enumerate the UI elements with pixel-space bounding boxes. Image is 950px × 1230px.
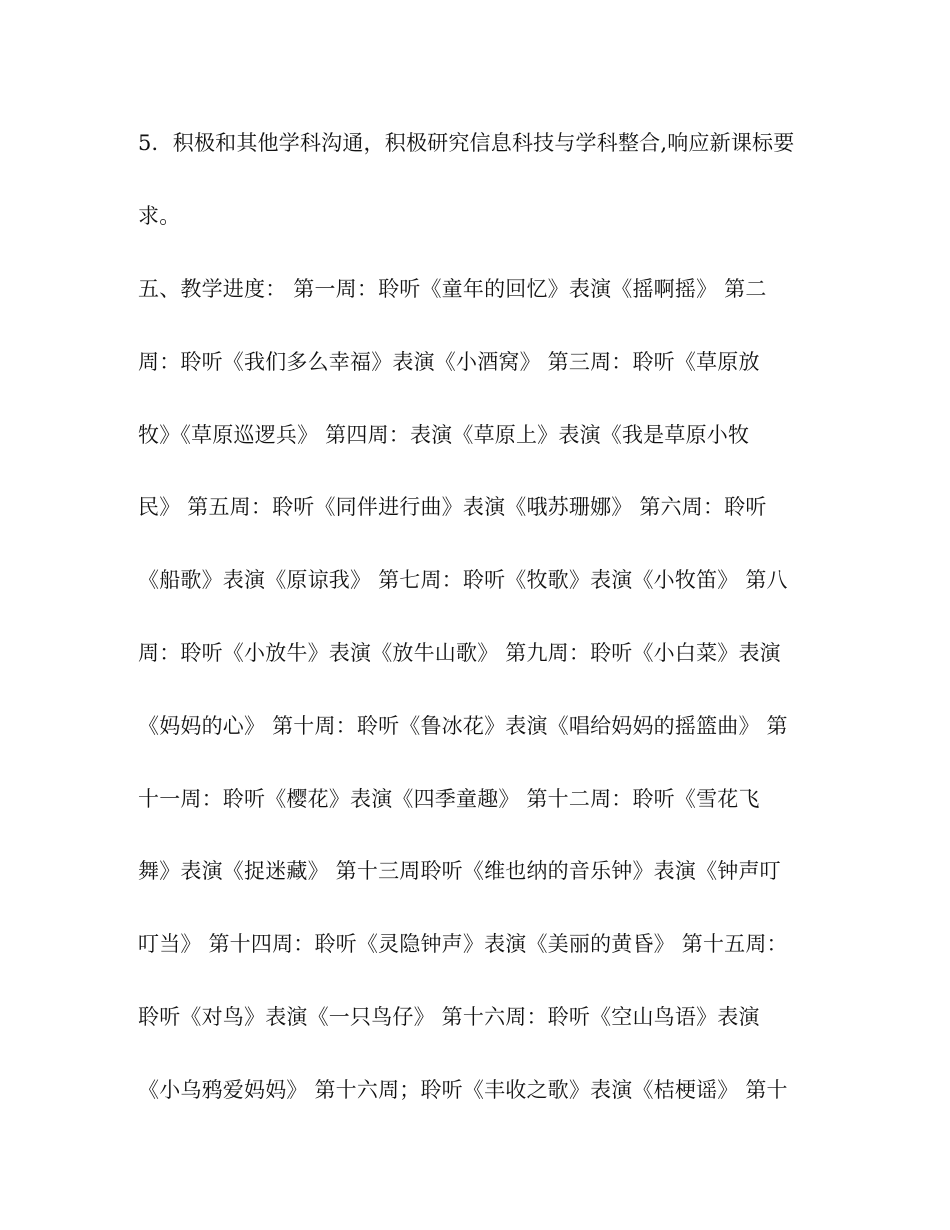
text-line: 求。 <box>138 204 181 228</box>
text-line: 民》 第五周：聆听《同伴进行曲》表演《哦苏珊娜》 第六周：聆听 <box>138 495 767 519</box>
text-line: 十一周：聆听《樱花》表演《四季童趣》 第十二周：聆听《雪花飞 <box>138 787 760 811</box>
text-line: 《小乌鸦爱妈妈》 第十六周；聆听《丰收之歌》表演《桔梗谣》 第十 <box>138 1078 788 1102</box>
text-line: 牧》《草原巡逻兵》 第四周：表演《草原上》表演《我是草原小牧 <box>138 423 750 447</box>
text-line: 舞》表演《捉迷藏》 第十三周聆听《维也纳的音乐钟》表演《钟声叮 <box>138 859 781 883</box>
text-line: 叮当》 第十四周：聆听《灵隐钟声》表演《美丽的黄昏》 第十五周： <box>138 932 788 956</box>
text-line: 《船歌》表演《原谅我》 第七周：聆听《牧歌》表演《小牧笛》 第八 <box>138 568 788 592</box>
text-line: 周：聆听《小放牛》表演《放牛山歌》 第九周：聆听《小白菜》表演 <box>138 641 781 665</box>
text-line: 《妈妈的心》 第十周：聆听《鲁冰花》表演《唱给妈妈的摇篮曲》 第 <box>138 714 788 738</box>
text-line: 5．积极和其他学科沟通，积极研究信息科技与学科整合,响应新课标要 <box>138 131 795 155</box>
text-line: 五、教学进度： 第一周：聆听《童年的回忆》表演《摇啊摇》 第二 <box>138 277 767 301</box>
text-line: 聆听《对鸟》表演《一只鸟仔》 第十六周：聆听《空山鸟语》表演 <box>138 1005 760 1029</box>
text-line: 周：聆听《我们多么幸福》表演《小酒窝》 第三周：聆听《草原放 <box>138 350 760 374</box>
